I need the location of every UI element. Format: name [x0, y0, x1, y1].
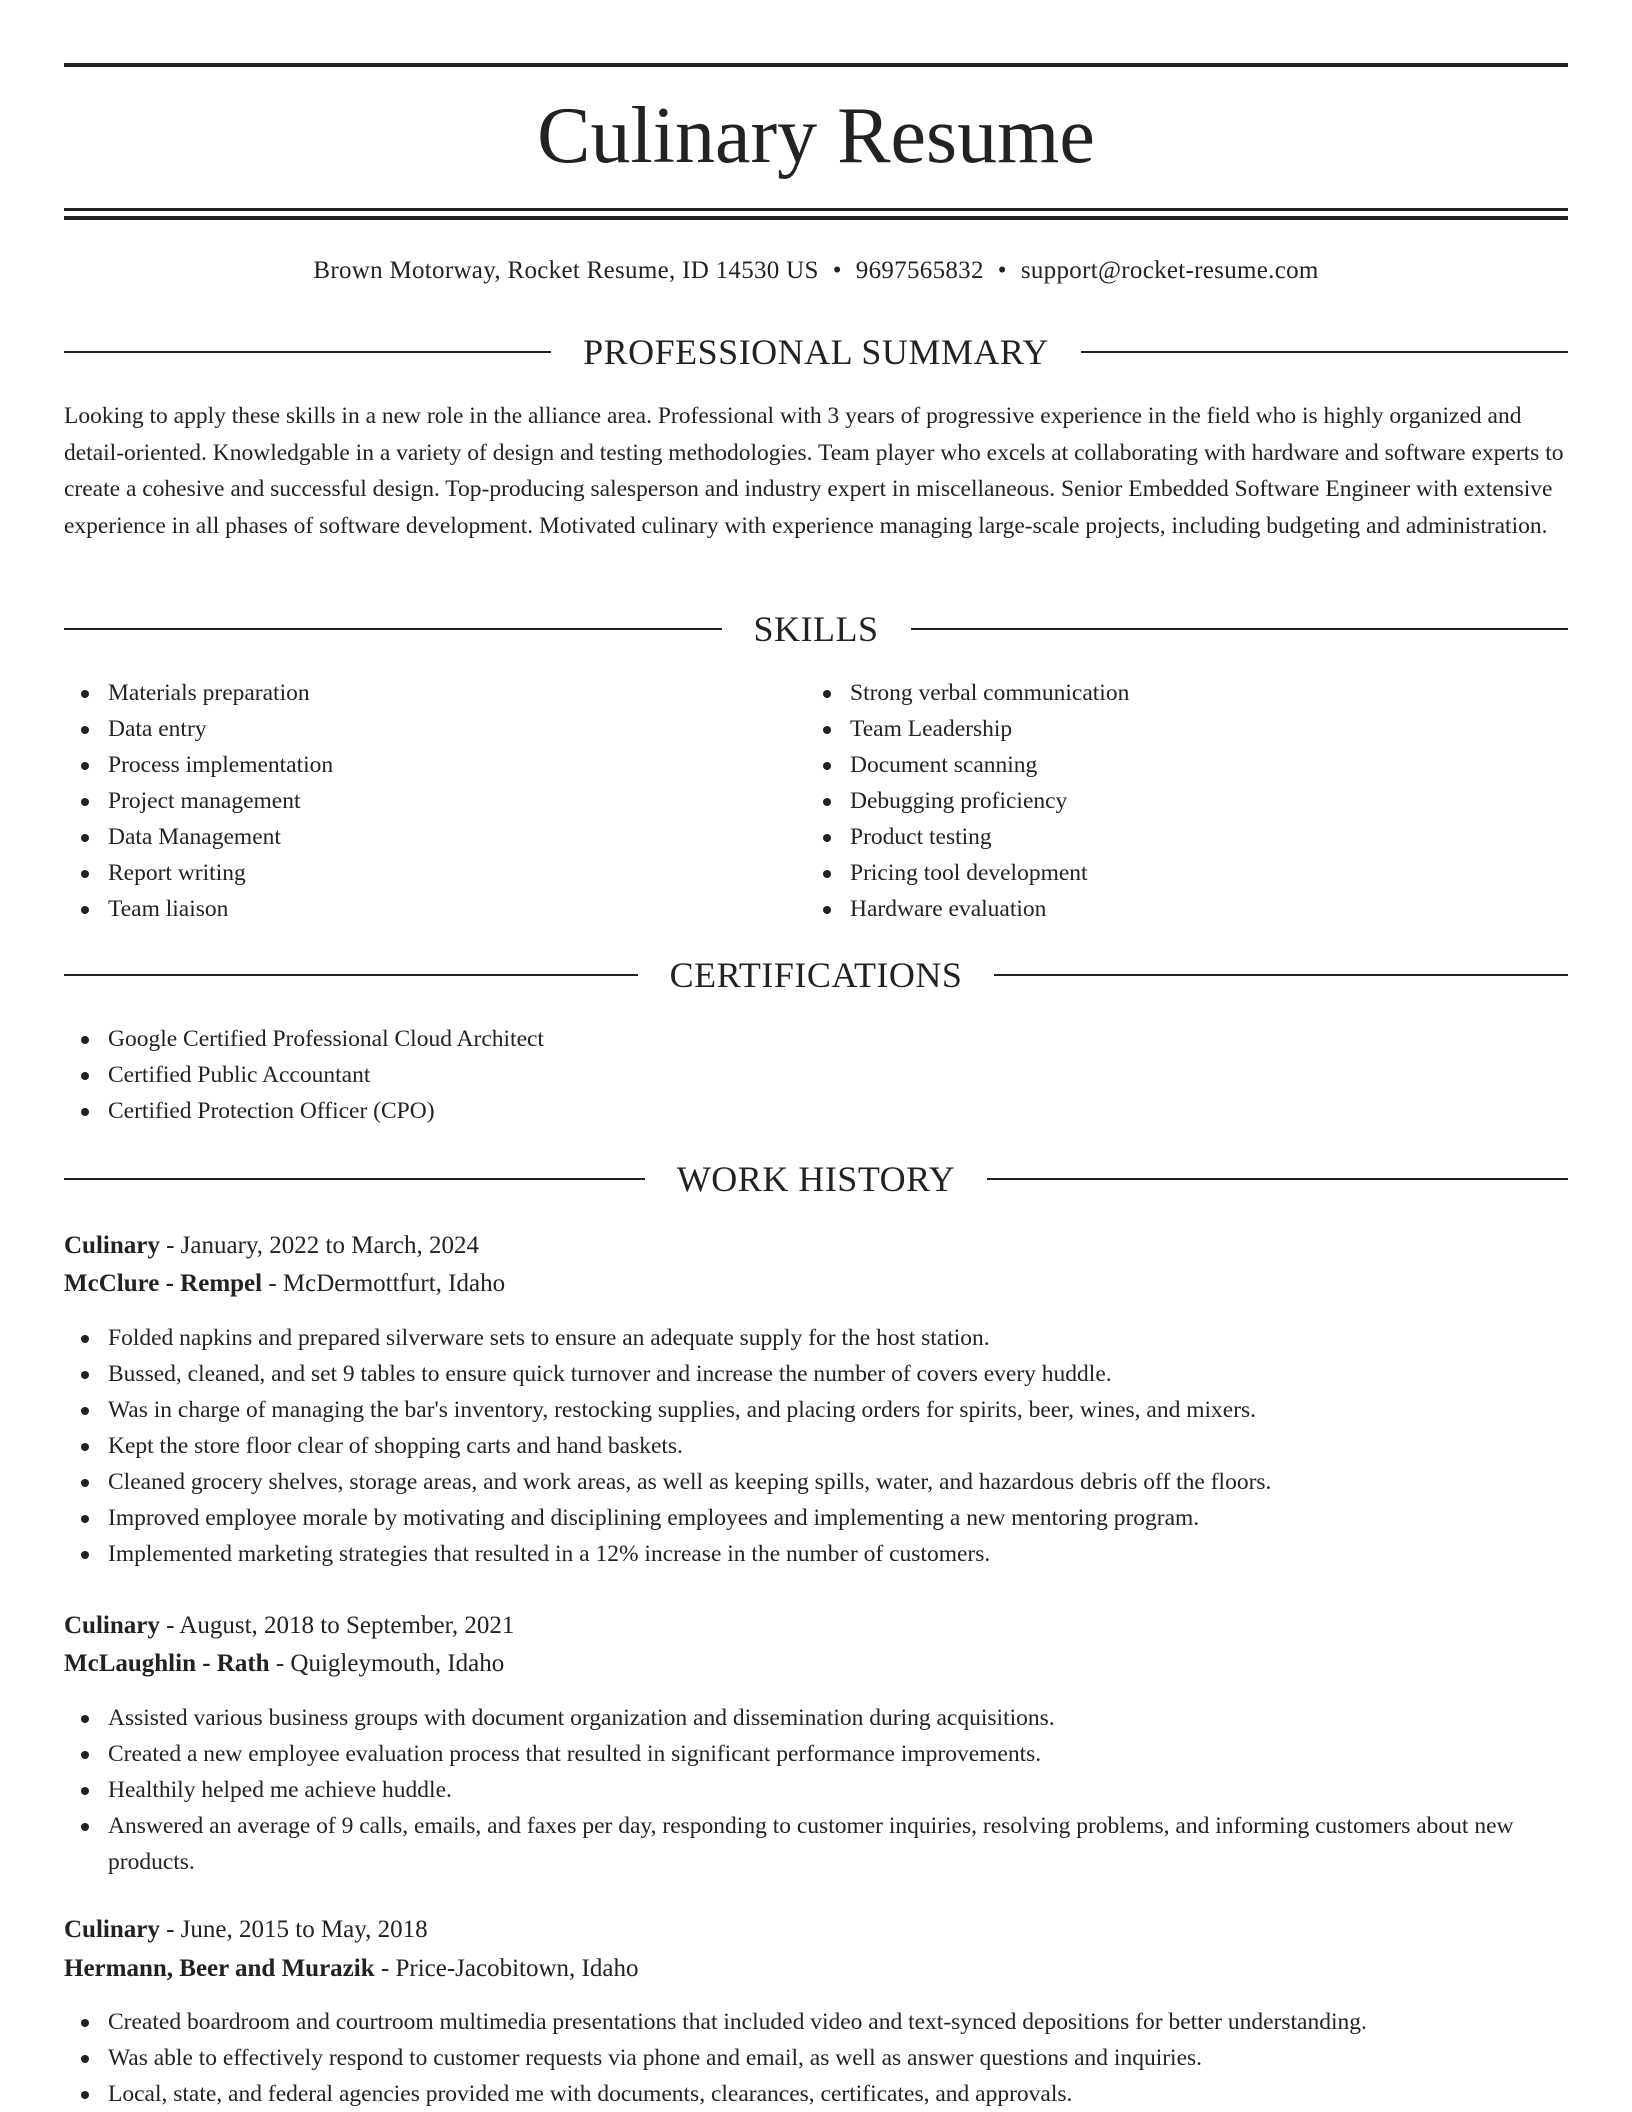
job-dates: - August, 2018 to September, 2021 — [159, 1612, 515, 1639]
contact-email: support@rocket-resume.com — [1020, 257, 1319, 284]
skill-item: Pricing tool development — [806, 855, 1566, 891]
skill-item: Strong verbal communication — [806, 675, 1566, 711]
skills-heading-label: SKILLS — [753, 609, 879, 649]
job-company: McClure - Rempel — [64, 1270, 263, 1297]
job-company-line — [64, 1950, 1568, 1988]
skill-item: Hardware evaluation — [806, 891, 1566, 927]
contact-separator: • — [832, 257, 842, 284]
summary-heading-label: PROFESSIONAL SUMMARY — [583, 332, 1049, 372]
skill-item: Debugging proficiency — [806, 783, 1566, 819]
job-bullets — [64, 2004, 1568, 2112]
work-history-heading-label: WORK HISTORY — [676, 1159, 956, 1199]
summary-text: Looking to apply these skills in a new role in the alliance area. Professional with 3 years of progressive experience in the field who is highly organized and detail-oriented. Knowledgable in a variety of design and testing methodologies. Team player who excels at collaborating with hardware and software experts to create a cohesive and successful design. Top-producing salesperson and industry expert in miscellaneous. Senior Embedded Software Engineer with extensive experience in all phases of software development. Motivated culinary with experience managing large-scale projects, including budgeting and administration. — [64, 403, 1564, 539]
job-title: Culinary — [64, 1612, 160, 1639]
job-title: Culinary — [64, 1232, 160, 1259]
job-bullet: Folded napkins and prepared silverware sets to ensure an adequate supply for the host station. — [64, 1320, 1568, 1356]
heading-rule — [64, 1178, 645, 1180]
contact-separator: • — [997, 257, 1007, 284]
heading-rule — [64, 974, 638, 976]
job-bullet: Improved employee morale by motivating and disciplining employees and implementing a new mentoring program. — [64, 1500, 1568, 1536]
skill-item: Data entry — [64, 711, 804, 747]
skills-heading — [64, 607, 1568, 651]
heading-rule — [987, 1178, 1568, 1180]
job-location: - Quigleymouth, Idaho — [269, 1650, 505, 1677]
work-history-heading — [64, 1157, 1568, 1201]
job-title: Culinary — [64, 1916, 160, 1943]
job-bullet: Healthily helped me achieve huddle. — [64, 1772, 1568, 1808]
heading-rule — [64, 628, 722, 630]
heading-rule — [1081, 351, 1568, 353]
certifications-heading-label: CERTIFICATIONS — [669, 955, 963, 995]
skill-item: Process implementation — [64, 747, 804, 783]
skill-item: Materials preparation — [64, 675, 804, 711]
job-bullet: Cleaned grocery shelves, storage areas, and work areas, as well as keeping spills, water, and hazardous debris off the floors. — [64, 1464, 1568, 1500]
job-bullet: Was in charge of managing the bar's inventory, restocking supplies, and placing orders for spirits, beer, wines, and mixers. — [64, 1392, 1568, 1428]
heading-rule — [64, 351, 551, 353]
certification-item: Google Certified Professional Cloud Architect — [64, 1021, 1568, 1057]
skills-list-left — [64, 675, 804, 927]
certifications-list — [64, 1021, 1568, 1129]
job-bullet: Bussed, cleaned, and set 9 tables to ensure quick turnover and increase the number of covers every huddle. — [64, 1356, 1568, 1392]
title-rule-upper — [64, 208, 1568, 211]
heading-rule — [994, 974, 1568, 976]
job-bullet: Created a new employee evaluation process that resulted in significant performance improvements. — [64, 1736, 1568, 1772]
job-bullets — [64, 1700, 1568, 1880]
skill-item: Team liaison — [64, 891, 804, 927]
skills-list-right — [806, 675, 1566, 927]
job-dates: - January, 2022 to March, 2024 — [159, 1232, 479, 1259]
job-title-line — [64, 1227, 1568, 1265]
job-bullet: Was able to effectively respond to customer requests via phone and email, as well as answer questions and inquiries. — [64, 2040, 1568, 2076]
job-title-line — [64, 1911, 1568, 1949]
skill-item: Project management — [64, 783, 804, 819]
job-bullet: Assisted various business groups with document organization and dissemination during acquisitions. — [64, 1700, 1568, 1736]
job-location: - Price-Jacobitown, Idaho — [374, 1955, 639, 1982]
job-company: McLaughlin - Rath — [64, 1650, 270, 1677]
job-bullet: Kept the store floor clear of shopping carts and hand baskets. — [64, 1428, 1568, 1464]
certifications-heading — [64, 953, 1568, 997]
job-bullets — [64, 1320, 1568, 1572]
job-company-line — [64, 1645, 1568, 1683]
certification-item: Certified Protection Officer (CPO) — [64, 1093, 1568, 1129]
job-bullet: Created boardroom and courtroom multimedia presentations that included video and text-synced depositions for better understanding. — [64, 2004, 1568, 2040]
contact-line — [64, 255, 1568, 287]
resume-title: Culinary Resume — [537, 92, 1095, 180]
job-bullet: Implemented marketing strategies that resulted in a 12% increase in the number of customers. — [64, 1536, 1568, 1572]
skill-item: Report writing — [64, 855, 804, 891]
skill-item: Data Management — [64, 819, 804, 855]
contact-phone: 9697565832 — [855, 257, 984, 284]
job-title-line — [64, 1607, 1568, 1645]
skill-item: Product testing — [806, 819, 1566, 855]
title-rule-lower — [64, 216, 1568, 220]
heading-rule — [911, 628, 1569, 630]
job-bullet: Answered an average of 9 calls, emails, and faxes per day, responding to customer inquiries, resolving problems, and informing customers about new products. — [64, 1808, 1568, 1880]
skill-item: Team Leadership — [806, 711, 1566, 747]
job-company: Hermann, Beer and Murazik — [64, 1955, 375, 1982]
job-dates: - June, 2015 to May, 2018 — [159, 1916, 428, 1943]
job-location: - McDermottfurt, Idaho — [262, 1270, 506, 1297]
contact-address: Brown Motorway, Rocket Resume, ID 14530 US — [313, 257, 819, 284]
skill-item: Document scanning — [806, 747, 1566, 783]
job-bullet: Local, state, and federal agencies provided me with documents, clearances, certificates, and approvals. — [64, 2076, 1568, 2112]
certification-item: Certified Public Accountant — [64, 1057, 1568, 1093]
top-rule — [64, 63, 1568, 67]
summary-heading — [64, 330, 1568, 374]
job-company-line — [64, 1265, 1568, 1303]
